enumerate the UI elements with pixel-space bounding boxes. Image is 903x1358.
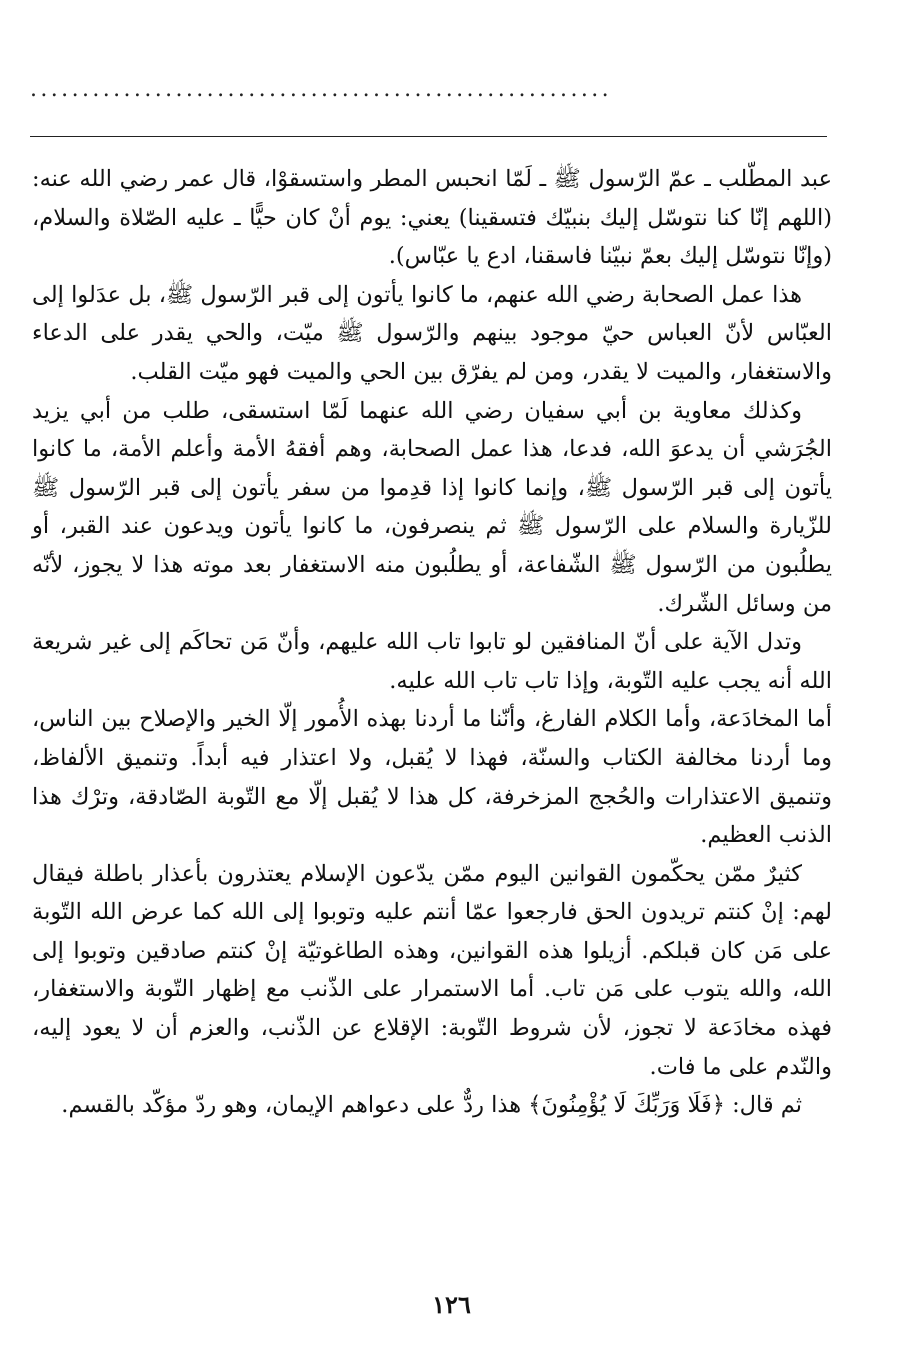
paragraph-5: أما المخادَعة، وأما الكلام الفارغ، وأنّنا ما أردنا بهذه الأُمور إلّا الخير والإصلاح بين الناس، وما أردنا مخالفة الكتاب والسنّة، فهذا لا يُقبل، ولا اعتذار فيه أبداً. وتنميق الألفاظ، وتنميق الاعتذارات والحُجج المزخرفة، كل هذا لا يُقبل إلّا مع التّوبة الصّادقة، وترْك هذا الذنب العظيم. [32, 706, 832, 849]
header-dotted-line: ........................................................ [30, 80, 613, 100]
page-number: ١٢٦ [432, 1290, 471, 1319]
page-body [32, 160, 832, 1125]
paragraph-3: وكذلك معاوية بن أبي سفيان رضي الله عنهما لَمّا استسقى، طلب من أبي يزيد الجُرَشي أن يدعوَ الله، فدعا، هذا عمل الصحابة، وهم أفقهُ الأمة وأعلم الأمة، ما كانوا يأتون إلى قبر الرّسول ﷺ، وإنما كانوا إذا قدِموا من سفر يأتون إلى قبر الرّسول ﷺ للزّيارة والسلام على الرّسول ﷺ ثم ينصرفون، ما كانوا يأتون ويدعون عند القبر، أو يطلُبون من الرّسول ﷺ الشّفاعة، أو يطلُبون منه الاستغفار بعد موته هذا لا يجوز، لأنّه من وسائل الشّرك. [32, 397, 832, 617]
paragraph-6: كثيرٌ ممّن يحكّمون القوانين اليوم ممّن يدّعون الإسلام يعتذرون بأعذار باطلة فيقال لهم: إنْ كنتم تريدون الحق فارجعوا عمّا أنتم عليه وتوبوا إلى الله كما عرض الله التّوبة على مَن كان قبلكم. أزيلوا هذه القوانين، وهذه الطاغوتيّة إنْ كنتم صادقين وتوبوا إلى الله، والله يتوب على مَن تاب. أما الاستمرار على الذّنب مع إظهار التّوبة والاستغفار، فهذه مخادَعة لا تجوز، لأن شروط التّوبة: الإقلاع عن الذّنب، والعزم أن لا يعود إليه، والنّدم على ما فات. [32, 860, 832, 1080]
header-rule [30, 136, 827, 137]
paragraph-7: ثم قال: ﴿فَلَا وَرَبِّكَ لَا يُؤْمِنُونَ﴾ هذا ردٌّ على دعواهم الإيمان، وهو ردّ مؤكّد بالقسم. [61, 1092, 802, 1119]
paragraph-4: وتدل الآية على أنّ المنافقين لو تابوا تاب الله عليهم، وأنّ مَن تحاكَم إلى غير شريعة الله أنه يجب عليه التّوبة، وإذا تاب تاب الله عليه. [32, 629, 832, 694]
paragraph-1: عبد المطّلب ـ عمّ الرّسول ﷺ ـ لَمّا انحبس المطر واستسقوْا، قال عمر رضي الله عنه: (اللهم إنّا كنا نتوسّل إليك بنبيّك فتسقينا) يعني: يوم أنْ كان حيًّا ـ عليه الصّلاة والسلام، (وإنّا نتوسّل إليك بعمّ نبيّنا فاسقنا، ادع يا عبّاس). [32, 166, 832, 270]
paragraph-2: هذا عمل الصحابة رضي الله عنهم، ما كانوا يأتون إلى قبر الرّسول ﷺ، بل عدَلوا إلى العبّاس لأنّ العباس حيّ موجود بينهم والرّسول ﷺ ميّت، والحي يقدر على الدعاء والاستغفار، والميت لا يقدر، ومن لم يفرّق بين الحي والميت فهو ميّت القلب. [32, 281, 832, 385]
